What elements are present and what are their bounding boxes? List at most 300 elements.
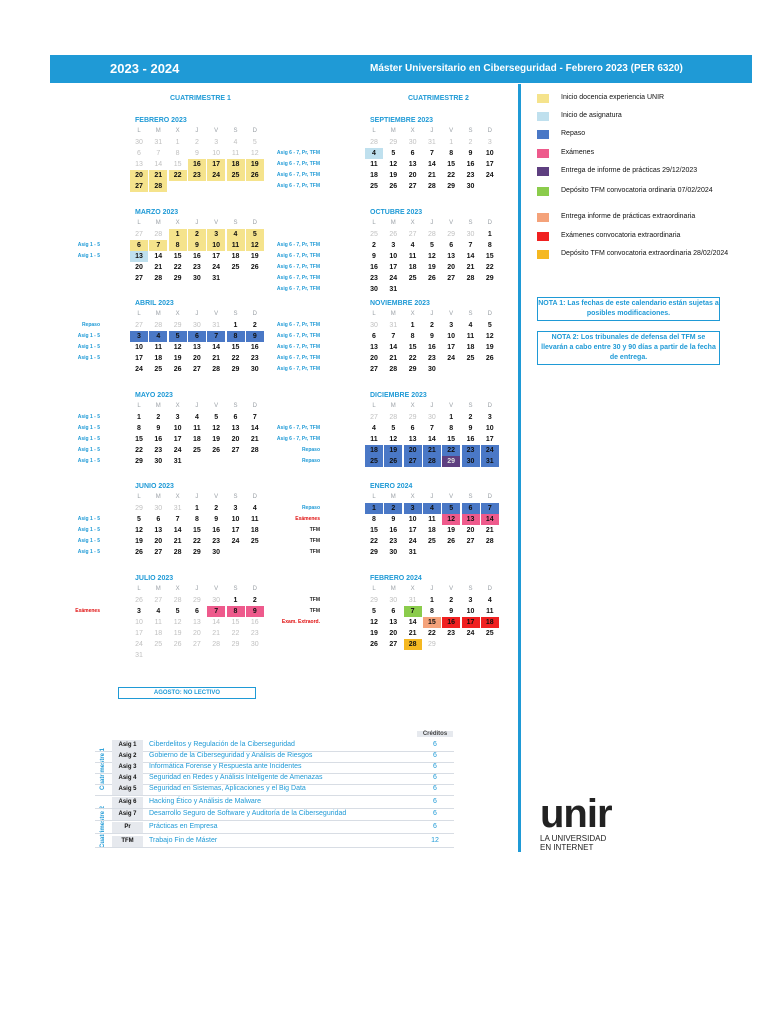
day-cell: 4 bbox=[468, 322, 473, 329]
day-cell: 24 bbox=[135, 366, 143, 373]
weekday-header: V bbox=[449, 494, 454, 500]
weekday-header: S bbox=[233, 586, 238, 592]
day-cell: 25 bbox=[192, 447, 201, 454]
weekday-header: D bbox=[252, 128, 257, 134]
row-label: Asig 6 - 7, Pr, TFM bbox=[276, 242, 320, 248]
day-cell: 22 bbox=[231, 630, 240, 637]
day-cell: 20 bbox=[231, 436, 240, 443]
day-cell: 28 bbox=[427, 183, 436, 190]
weekday-header: J bbox=[195, 311, 199, 317]
day-cell: 21 bbox=[212, 355, 221, 362]
day-cell: 4 bbox=[410, 242, 415, 249]
weekday-header: D bbox=[252, 311, 257, 317]
day-cell: 28 bbox=[173, 597, 182, 604]
month-title: NOVIEMBRE 2023 bbox=[370, 300, 430, 307]
weekday-header: D bbox=[487, 586, 492, 592]
subjects-table bbox=[95, 740, 454, 852]
row-label: TFM bbox=[309, 549, 320, 555]
day-cell: 27 bbox=[408, 231, 417, 238]
weekday-header: X bbox=[175, 586, 180, 592]
weekday-header: D bbox=[487, 311, 492, 317]
day-cell: 1 bbox=[175, 139, 180, 146]
day-cell: 15 bbox=[423, 617, 441, 628]
day-cell: 3 bbox=[137, 608, 141, 615]
day-cell: 14 bbox=[154, 161, 163, 168]
day-cell: 7 bbox=[175, 516, 180, 523]
subject-credits: 6 bbox=[433, 774, 437, 781]
weekday-header: M bbox=[155, 220, 161, 226]
day-cell: 5 bbox=[246, 229, 264, 240]
day-cell: 3 bbox=[233, 505, 238, 512]
day-cell: 24 bbox=[207, 170, 225, 181]
day-cell: 28 bbox=[154, 322, 163, 329]
row-label: Asig 1 - 5 bbox=[77, 516, 100, 522]
weekday-header: V bbox=[449, 128, 454, 134]
day-cell: 31 bbox=[408, 597, 417, 604]
day-cell: 26 bbox=[384, 456, 402, 467]
day-cell: 22 bbox=[173, 264, 182, 271]
day-cell: 1 bbox=[233, 322, 238, 329]
subject-code: Asig 5 bbox=[112, 784, 143, 795]
day-cell: 30 bbox=[466, 231, 475, 238]
row-label: Asig 6 - 7, Pr, TFM bbox=[276, 183, 320, 189]
day-cell: 1 bbox=[194, 505, 199, 512]
day-cell: 27 bbox=[130, 181, 148, 192]
day-cell: 12 bbox=[485, 333, 494, 340]
day-cell: 15 bbox=[173, 161, 182, 168]
day-cell: 9 bbox=[468, 150, 473, 157]
weekday-header: S bbox=[468, 586, 473, 592]
day-cell: 24 bbox=[173, 447, 182, 454]
row-label: Asig 1 - 5 bbox=[77, 538, 100, 544]
day-cell: 16 bbox=[154, 436, 163, 443]
weekday-header: L bbox=[372, 403, 376, 409]
legend-text: Inicio de asignatura bbox=[561, 112, 622, 119]
day-cell: 19 bbox=[212, 436, 221, 443]
day-cell: 21 bbox=[250, 436, 259, 443]
weekday-header: X bbox=[410, 494, 415, 500]
subject-code: Asig 4 bbox=[112, 773, 143, 784]
day-cell: 14 bbox=[466, 253, 475, 260]
day-cell: 19 bbox=[485, 344, 494, 351]
day-cell: 1 bbox=[169, 229, 187, 240]
day-cell: 26 bbox=[427, 275, 436, 282]
row-label: Asig 1 - 5 bbox=[77, 458, 100, 464]
day-cell: 31 bbox=[173, 458, 182, 465]
row-label: Repaso bbox=[301, 458, 320, 464]
day-cell: 2 bbox=[156, 414, 161, 421]
day-cell: 4 bbox=[365, 148, 383, 159]
day-cell: 2 bbox=[468, 139, 473, 146]
day-cell: 29 bbox=[192, 597, 201, 604]
day-cell: 16 bbox=[370, 264, 378, 271]
day-cell: 15 bbox=[231, 344, 240, 351]
day-cell: 1 bbox=[410, 322, 415, 329]
day-cell: 25 bbox=[227, 170, 245, 181]
row-label: Asig 6 - 7, Pr, TFM bbox=[276, 425, 320, 431]
day-cell: 9 bbox=[194, 150, 199, 157]
day-cell: 31 bbox=[389, 322, 398, 329]
day-cell: 11 bbox=[231, 150, 240, 157]
subject-name: Ciberdelitos y Regulación de la Ciberseguridad bbox=[149, 741, 295, 748]
day-cell: 6 bbox=[137, 150, 141, 157]
weekday-header: M bbox=[390, 586, 396, 592]
subject-credits: 6 bbox=[433, 823, 437, 830]
table-row bbox=[95, 822, 454, 834]
weekday-header: M bbox=[390, 494, 396, 500]
day-cell: 20 bbox=[466, 527, 475, 534]
agosto-no-lectivo: AGOSTO: NO LECTIVO bbox=[118, 687, 256, 699]
day-cell: 22 bbox=[442, 445, 460, 456]
subject-code: TFM bbox=[112, 836, 143, 847]
subject-code: Asig 7 bbox=[112, 809, 143, 820]
row-label: Asig 1 - 5 bbox=[77, 253, 100, 259]
weekday-header: D bbox=[252, 220, 257, 226]
day-cell: 7 bbox=[252, 414, 257, 421]
day-cell: 22 bbox=[231, 355, 240, 362]
day-cell: 20 bbox=[135, 264, 143, 271]
row-label: Asig 6 - 7, Pr, TFM bbox=[276, 322, 320, 328]
weekday-header: L bbox=[137, 586, 141, 592]
day-cell: 17 bbox=[231, 527, 240, 534]
weekday-header: M bbox=[390, 220, 396, 226]
weekday-header: L bbox=[372, 494, 376, 500]
weekday-header: J bbox=[430, 311, 434, 317]
weekday-header: J bbox=[195, 128, 199, 134]
subject-credits: 6 bbox=[433, 798, 437, 805]
day-cell: 15 bbox=[192, 527, 201, 534]
day-cell: 30 bbox=[154, 458, 163, 465]
day-cell: 29 bbox=[408, 414, 417, 421]
month-title: JULIO 2023 bbox=[135, 575, 174, 582]
day-cell: 28 bbox=[485, 538, 494, 545]
month-title: JUNIO 2023 bbox=[135, 483, 174, 490]
logo-line-2: EN INTERNET bbox=[540, 843, 594, 852]
day-cell: 23 bbox=[192, 264, 201, 271]
day-cell: 1 bbox=[449, 414, 454, 421]
day-cell: 13 bbox=[130, 251, 148, 262]
day-cell: 24 bbox=[485, 172, 494, 179]
day-cell: 31 bbox=[212, 322, 221, 329]
day-cell: 30 bbox=[250, 366, 259, 373]
day-cell: 22 bbox=[427, 630, 436, 637]
month-title: SEPTIEMBRE 2023 bbox=[370, 117, 434, 124]
day-cell: 17 bbox=[212, 253, 221, 260]
day-cell: 27 bbox=[135, 231, 143, 238]
day-cell: 22 bbox=[408, 355, 417, 362]
day-cell: 5 bbox=[487, 322, 492, 329]
day-cell: 3 bbox=[207, 229, 225, 240]
logo-wordmark: unir bbox=[540, 792, 612, 836]
weekday-header: L bbox=[137, 311, 141, 317]
day-cell: 21 bbox=[423, 445, 441, 456]
day-cell: 16 bbox=[389, 527, 398, 534]
day-cell: 25 bbox=[408, 275, 417, 282]
day-cell: 14 bbox=[481, 514, 499, 525]
day-cell: 11 bbox=[466, 333, 475, 340]
day-cell: 9 bbox=[449, 608, 454, 615]
weekday-header: V bbox=[214, 128, 219, 134]
day-cell: 5 bbox=[175, 608, 180, 615]
day-cell: 28 bbox=[173, 549, 182, 556]
day-cell: 26 bbox=[135, 597, 143, 604]
day-cell: 28 bbox=[212, 641, 221, 648]
weekday-header: J bbox=[195, 403, 199, 409]
day-cell: 9 bbox=[188, 240, 206, 251]
legend-swatch bbox=[537, 94, 549, 103]
row-label: Asig 6 - 7, Pr, TFM bbox=[276, 172, 320, 178]
day-cell: 29 bbox=[447, 231, 456, 238]
day-cell: 27 bbox=[404, 456, 422, 467]
day-cell: 28 bbox=[212, 366, 221, 373]
day-cell: 30 bbox=[135, 139, 143, 146]
day-cell: 28 bbox=[370, 139, 378, 146]
day-cell: 26 bbox=[246, 170, 264, 181]
day-cell: 17 bbox=[408, 527, 417, 534]
subject-name: Trabajo Fin de Máster bbox=[149, 837, 218, 844]
day-cell: 7 bbox=[156, 150, 161, 157]
day-cell: 4 bbox=[372, 425, 376, 432]
day-cell: 5 bbox=[391, 150, 396, 157]
day-cell: 28 bbox=[149, 181, 167, 192]
day-cell: 17 bbox=[207, 159, 225, 170]
weekday-header: D bbox=[252, 494, 257, 500]
day-cell: 20 bbox=[192, 355, 201, 362]
month-title: MARZO 2023 bbox=[135, 209, 179, 216]
day-cell: 27 bbox=[135, 275, 143, 282]
day-cell: 6 bbox=[462, 503, 480, 514]
day-cell: 7 bbox=[207, 331, 225, 342]
day-cell: 27 bbox=[370, 366, 378, 373]
day-cell: 19 bbox=[135, 538, 143, 545]
header-bar bbox=[50, 55, 752, 83]
day-cell: 30 bbox=[154, 505, 163, 512]
weekday-header: X bbox=[175, 128, 180, 134]
day-cell: 30 bbox=[466, 183, 475, 190]
legend-swatch bbox=[537, 130, 549, 139]
day-cell: 13 bbox=[408, 436, 417, 443]
day-cell: 20 bbox=[404, 445, 422, 456]
day-cell: 2 bbox=[449, 597, 454, 604]
unir-logo bbox=[540, 794, 612, 852]
day-cell: 22 bbox=[192, 538, 201, 545]
day-cell: 19 bbox=[173, 630, 182, 637]
day-cell: 14 bbox=[173, 527, 182, 534]
day-cell: 19 bbox=[384, 445, 402, 456]
day-cell: 14 bbox=[212, 619, 221, 626]
weekday-header: V bbox=[449, 220, 454, 226]
day-cell: 4 bbox=[423, 503, 441, 514]
day-cell: 11 bbox=[408, 253, 417, 260]
day-cell: 10 bbox=[447, 333, 456, 340]
subject-name: Informática Forense y Respuesta ante Incidentes bbox=[149, 763, 302, 770]
day-cell: 25 bbox=[250, 538, 259, 545]
day-cell: 29 bbox=[408, 366, 417, 373]
day-cell: 17 bbox=[485, 161, 494, 168]
weekday-header: J bbox=[195, 494, 199, 500]
day-cell: 13 bbox=[462, 514, 480, 525]
day-cell: 17 bbox=[485, 436, 494, 443]
day-cell: 24 bbox=[481, 445, 499, 456]
weekday-header: S bbox=[468, 311, 473, 317]
day-cell: 24 bbox=[408, 538, 417, 545]
weekday-header: L bbox=[137, 128, 141, 134]
day-cell: 29 bbox=[485, 275, 494, 282]
day-cell: 8 bbox=[169, 240, 187, 251]
day-cell: 3 bbox=[391, 242, 396, 249]
day-cell: 2 bbox=[429, 322, 434, 329]
weekday-header: L bbox=[372, 311, 376, 317]
weekday-header: L bbox=[372, 586, 376, 592]
page-title: Máster Universitario en Ciberseguridad - Febrero 2023 (PER 6320) bbox=[370, 63, 683, 74]
row-label: Asig 1 - 5 bbox=[77, 344, 100, 350]
day-cell: 26 bbox=[370, 641, 378, 648]
legend-text: Exámenes bbox=[561, 149, 595, 156]
month-title: FEBRERO 2024 bbox=[370, 575, 422, 582]
day-cell: 31 bbox=[427, 139, 436, 146]
weekday-header: S bbox=[233, 128, 238, 134]
day-cell: 2 bbox=[468, 414, 473, 421]
day-cell: 10 bbox=[231, 516, 240, 523]
day-cell: 9 bbox=[246, 331, 264, 342]
day-cell: 26 bbox=[389, 183, 398, 190]
row-label: Asig 6 - 7, Pr, TFM bbox=[276, 436, 320, 442]
day-cell: 12 bbox=[389, 161, 398, 168]
day-cell: 18 bbox=[408, 264, 417, 271]
row-label: Asig 6 - 7, Pr, TFM bbox=[276, 333, 320, 339]
weekday-header: L bbox=[137, 220, 141, 226]
day-cell: 13 bbox=[192, 619, 201, 626]
day-cell: 10 bbox=[485, 425, 494, 432]
day-cell: 13 bbox=[231, 425, 240, 432]
day-cell: 20 bbox=[389, 630, 398, 637]
weekday-header: S bbox=[233, 494, 238, 500]
day-cell: 29 bbox=[231, 366, 240, 373]
weekday-header: M bbox=[155, 494, 161, 500]
weekday-header: M bbox=[155, 403, 161, 409]
day-cell: 18 bbox=[154, 630, 163, 637]
row-label: Repaso bbox=[81, 322, 100, 328]
day-cell: 8 bbox=[449, 425, 454, 432]
day-cell: 17 bbox=[135, 355, 143, 362]
day-cell: 23 bbox=[370, 275, 378, 282]
day-cell: 16 bbox=[250, 344, 259, 351]
day-cell: 13 bbox=[192, 344, 201, 351]
day-cell: 28 bbox=[154, 231, 163, 238]
day-cell: 21 bbox=[154, 264, 163, 271]
day-cell: 23 bbox=[462, 445, 480, 456]
day-cell: 2 bbox=[214, 505, 219, 512]
day-cell: 8 bbox=[429, 608, 434, 615]
day-cell: 4 bbox=[156, 608, 161, 615]
row-label: Asig 6 - 7, Pr, TFM bbox=[276, 344, 320, 350]
weekday-header: V bbox=[214, 311, 219, 317]
day-cell: 8 bbox=[227, 331, 245, 342]
day-cell: 10 bbox=[485, 150, 494, 157]
row-label: Exámenes bbox=[75, 608, 100, 614]
day-cell: 28 bbox=[389, 366, 398, 373]
legend-swatch bbox=[537, 149, 549, 158]
day-cell: 6 bbox=[130, 240, 148, 251]
legend-swatch bbox=[537, 187, 549, 196]
day-cell: 2 bbox=[372, 242, 376, 249]
day-cell: 28 bbox=[404, 639, 422, 650]
weekday-header: S bbox=[468, 128, 473, 134]
subject-credits: 6 bbox=[433, 763, 437, 770]
day-cell: 30 bbox=[370, 322, 378, 329]
day-cell: 15 bbox=[231, 619, 240, 626]
note-2: NOTA 2: Los tribunales de defensa del TFM se llevarán a cabo entre 30 y 90 días a partir de la fecha de entrega. bbox=[537, 331, 720, 365]
weekday-header: D bbox=[487, 403, 492, 409]
day-cell: 29 bbox=[370, 597, 378, 604]
day-cell: 31 bbox=[408, 549, 417, 556]
subject-credits: 6 bbox=[433, 810, 437, 817]
day-cell: 16 bbox=[188, 159, 206, 170]
day-cell: 5 bbox=[429, 242, 434, 249]
day-cell: 4 bbox=[149, 331, 167, 342]
legend-swatch bbox=[537, 213, 549, 222]
day-cell: 18 bbox=[231, 253, 240, 260]
weekday-header: M bbox=[155, 128, 161, 134]
row-label: Asig 6 - 7, Pr, TFM bbox=[276, 275, 320, 281]
day-cell: 21 bbox=[408, 630, 417, 637]
weekday-header: V bbox=[214, 494, 219, 500]
day-cell: 9 bbox=[468, 425, 473, 432]
day-cell: 21 bbox=[173, 538, 182, 545]
day-cell: 2 bbox=[194, 139, 199, 146]
legend-text: Exámenes convocatoria extraordinaria bbox=[561, 232, 681, 239]
day-cell: 25 bbox=[427, 538, 436, 545]
day-cell: 5 bbox=[169, 331, 187, 342]
day-cell: 7 bbox=[481, 503, 499, 514]
day-cell: 11 bbox=[486, 608, 494, 615]
weekday-header: M bbox=[390, 403, 396, 409]
day-cell: 7 bbox=[468, 242, 473, 249]
day-cell: 7 bbox=[429, 425, 434, 432]
row-label: Asig 1 - 5 bbox=[77, 414, 100, 420]
subject-credits: 6 bbox=[433, 785, 437, 792]
day-cell: 1 bbox=[137, 414, 141, 421]
legend-text: Entrega de informe de prácticas 29/12/2023 bbox=[561, 167, 698, 174]
day-cell: 14 bbox=[212, 344, 221, 351]
weekday-header: J bbox=[195, 220, 199, 226]
legend-swatch bbox=[537, 232, 549, 241]
subject-credits: 12 bbox=[431, 837, 439, 844]
weekday-header: X bbox=[410, 128, 415, 134]
day-cell: 29 bbox=[173, 275, 182, 282]
day-cell: 11 bbox=[370, 161, 378, 168]
day-cell: 10 bbox=[135, 344, 143, 351]
day-cell: 2 bbox=[384, 503, 402, 514]
day-cell: 3 bbox=[487, 414, 492, 421]
day-cell: 11 bbox=[227, 240, 245, 251]
day-cell: 1 bbox=[429, 597, 434, 604]
day-cell: 10 bbox=[389, 253, 398, 260]
day-cell: 25 bbox=[370, 183, 378, 190]
day-cell: 22 bbox=[447, 172, 456, 179]
day-cell: 1 bbox=[233, 597, 238, 604]
day-cell: 25 bbox=[231, 264, 240, 271]
day-cell: 20 bbox=[370, 355, 378, 362]
day-cell: 8 bbox=[194, 516, 199, 523]
day-cell: 25 bbox=[466, 355, 475, 362]
day-cell: 26 bbox=[212, 447, 221, 454]
day-cell: 6 bbox=[449, 242, 454, 249]
weekday-header: J bbox=[430, 220, 434, 226]
day-cell: 18 bbox=[192, 436, 201, 443]
row-label: Asig 1 - 5 bbox=[77, 242, 100, 248]
day-cell: 18 bbox=[154, 355, 163, 362]
